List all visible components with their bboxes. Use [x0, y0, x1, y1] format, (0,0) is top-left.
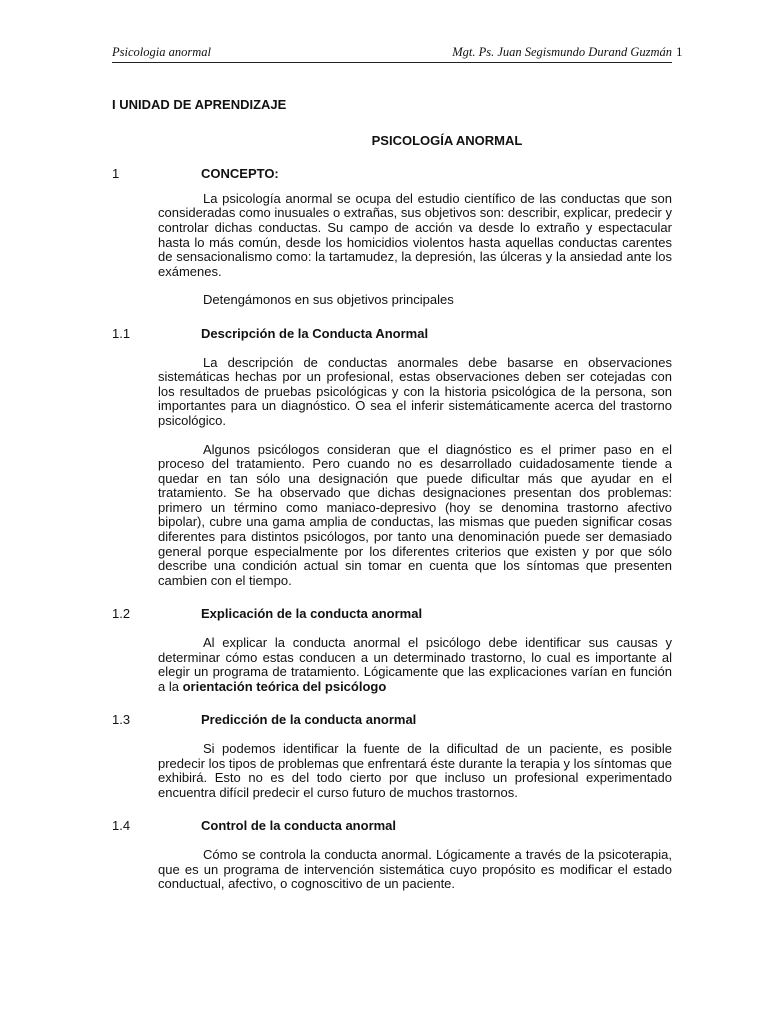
section-heading: [112, 327, 672, 342]
document-body: [112, 98, 672, 892]
paragraph: Si podemos identificar la fuente de la dificultad de un paciente, es posible predecir los tipos de problemas que enfrentará éste durante la terapia y los síntomas que exhibirá. Esto no es del todo cierto por que incluso un profesional experimentado encuentra difícil predecir el curso futuro de muchos trastornos.: [158, 741, 672, 800]
section-number: 1: [112, 166, 120, 182]
page-header: [112, 44, 672, 63]
section-heading: [112, 713, 672, 728]
paragraph-text: Al explicar la conducta anormal el psicólogo debe identificar sus causas y determinar cómo estas conducen a un determinado trastorno, lo cual es importante al elegir un programa de tratamiento. Lógicamente que las explicaciones varían en función a la: [158, 635, 672, 694]
paragraph: Algunos psicólogos consideran que el diagnóstico es el primer paso en el proceso del tratamiento. Pero cuando no es desarrollado cuidadosamente tiende a quedar en tan sólo una designación que puede dificultar más que ayudar en el tratamiento. Se ha observado que dichas designaciones presentan dos problemas: primero un término como maniaco-depresivo (hoy se denomina trastorno afectivo bipolar), cubre una gama amplia de conductas, las mismas que pueden significar cosas diferentes para distintos psicólogos, por tanto una denominación puede ser demasiado general porque especialmente por los diferentes criterios que existen y por que sólo describe una condición actual sin tomar en cuenta que los síntomas que presenten cambien con el tiempo.: [158, 441, 672, 588]
section-number: 1.1: [112, 325, 131, 341]
section-number: 1.4: [112, 818, 131, 834]
section-heading: [112, 819, 672, 834]
section-number: 1.2: [112, 606, 131, 622]
section-title: Predicción de la conducta anormal: [201, 712, 417, 728]
unit-title: I UNIDAD DE APRENDIZAJE: [112, 97, 287, 112]
paragraph: Cómo se controla la conducta anormal. Lógicamente a través de la psicoterapia, que es un programa de intervención sistemática cuyo propósito es modificar el estado conductual, afectivo, o cognoscitivo de un paciente.: [158, 846, 672, 892]
section-title: Descripción de la Conducta Anormal: [201, 325, 429, 341]
bold-phrase: orientación teórica del psicólogo: [182, 678, 387, 694]
paragraph: Detengámonos en sus objetivos principales: [203, 292, 454, 308]
header-course-title: Psicologia anormal: [112, 45, 211, 59]
page-number: 1: [676, 44, 683, 59]
section-heading: [112, 607, 672, 622]
section-title: Control de la conducta anormal: [201, 818, 397, 834]
paragraph: La psicología anormal se ocupa del estudio científico de las conductas que son consideradas como inusuales o extrañas, sus objetivos son: describir, explicar, predecir y controlar dichas conductas. Su campo de acción va desde lo extraño y espectacular hasta lo más común, desde los homicidios violentos hasta aquellas conductas carentes de sensacionalismo como: la tartamudez, la depresión, las úlceras y la ansiedad ante los exámenes.: [158, 190, 672, 279]
section-title: Explicación de la conducta anormal: [201, 606, 423, 622]
header-author: Mgt. Ps. Juan Segismundo Durand Guzmán: [452, 45, 672, 59]
main-title: PSICOLOGÍA ANORMAL: [371, 132, 523, 148]
section-title: CONCEPTO:: [201, 166, 279, 182]
section-heading: [112, 167, 672, 182]
paragraph: La descripción de conductas anormales debe basarse en observaciones sistemáticas hechas por un profesional, estas observaciones deben ser cotejadas con los resultados de pruebas psicológicas y con la historia psicológica de la persona, son importantes para un diagnóstico. O sea el inferir sistemáticamente acerca del trastorno psicológico.: [158, 354, 672, 428]
section-number: 1.3: [112, 712, 131, 728]
paragraph: [158, 636, 672, 694]
